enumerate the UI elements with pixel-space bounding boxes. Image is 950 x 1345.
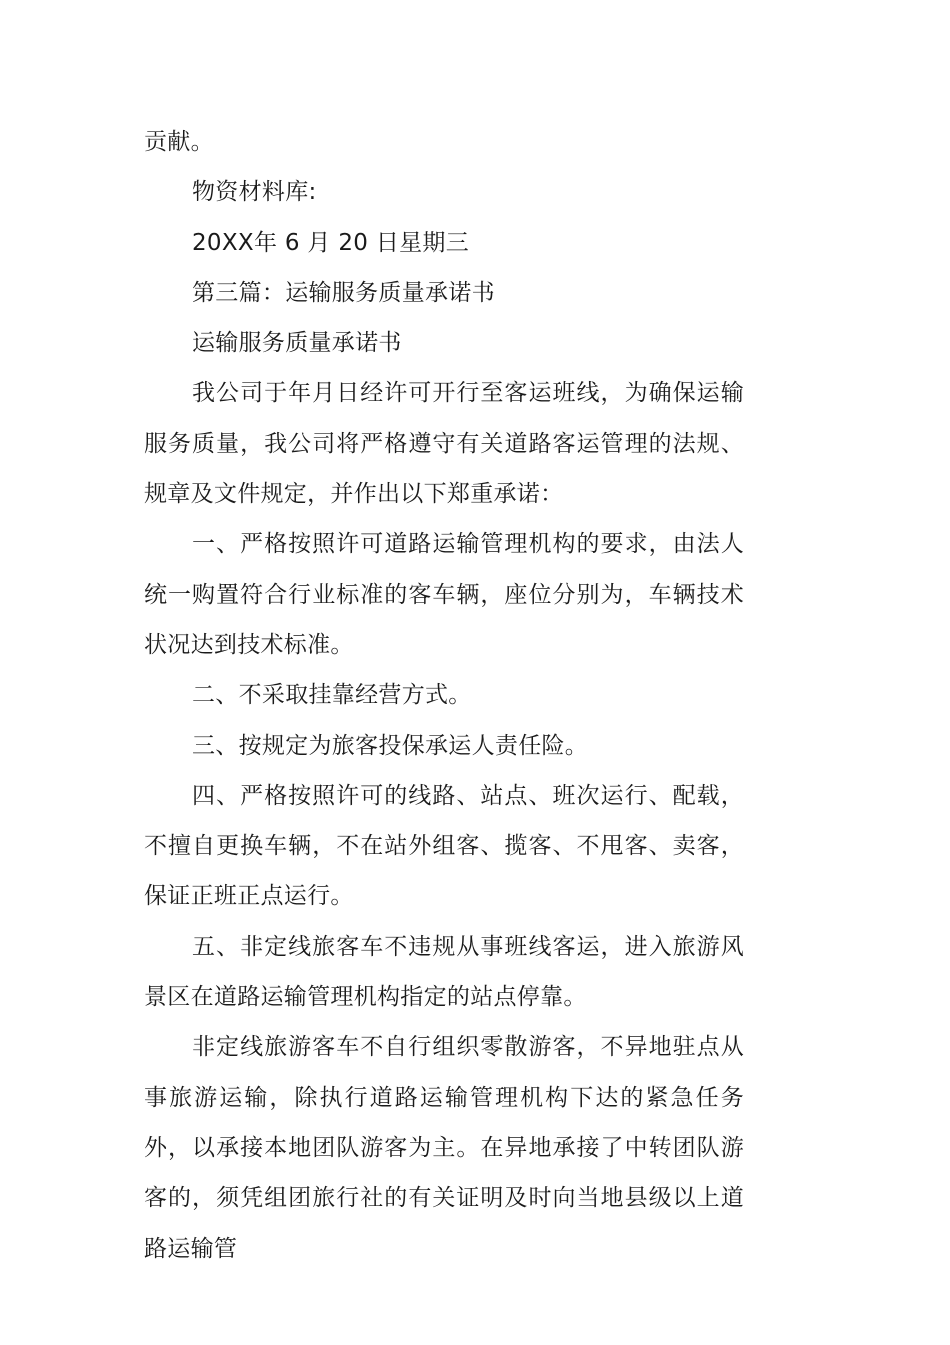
paragraph: 五、非定线旅客车不违规从事班线客运，进入旅游风景区在道路运输管理机构指定的站点停靠。 [144, 933, 744, 1011]
paragraph: 三、按规定为旅客投保承运人责任险。 [192, 732, 589, 759]
document-title: 运输服务质量承诺书 [192, 330, 402, 357]
paragraph: 我公司于年月日经许可开行至客运班线，为确保运输服务质量，我公司将严格遵守有关道路客运管理的法规、规章及文件规定，并作出以下郑重承诺： [144, 380, 744, 508]
paragraph: 一、严格按照许可道路运输管理机构的要求，由法人统一购置符合行业标准的客车辆，座位分别为，车辆技术状况达到技术标准。 [144, 531, 744, 658]
paragraph: 贡献。 [144, 129, 214, 155]
paragraph: 非定线旅游客车不自行组织零散游客，不异地驻点从事旅游运输，除执行道路运输管理机构下达的紧急任务外，以承接本地团队游客为主。在异地承接了中转团队游客的，须凭组团旅行社的有关证明及时向当地县级以上道路运输管 [144, 1034, 744, 1262]
document-body [144, 117, 744, 1274]
paragraph: 物资材料库: [192, 179, 317, 206]
paragraph: 二、不采取挂靠经营方式。 [192, 682, 472, 709]
section-heading: 第三篇：运输服务质量承诺书 [192, 279, 495, 306]
paragraph: 20XX年 6 月 20 日星期三 [192, 229, 470, 256]
paragraph: 四、严格按照许可的线路、站点、班次运行、配载，不擅自更换车辆，不在站外组客、揽客、不甩客、卖客，保证正班正点运行。 [144, 782, 744, 910]
